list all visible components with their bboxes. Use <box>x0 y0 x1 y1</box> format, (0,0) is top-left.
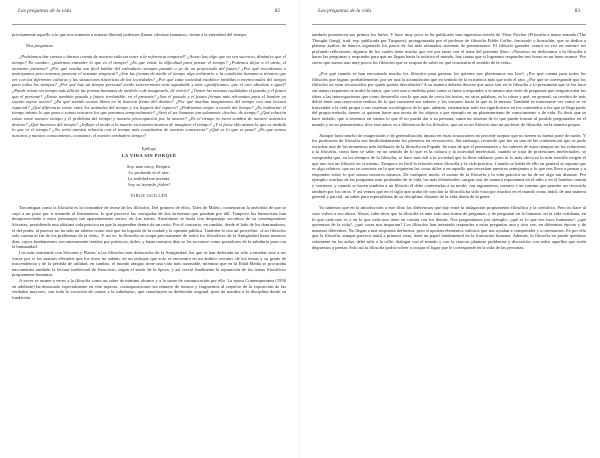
poem-line: Soy, mas estoy, Respiro. <box>126 164 172 170</box>
page-number: 83 <box>574 8 580 14</box>
poem-line: Soy su leyenda ¡Salve! <box>128 181 170 187</box>
paragraph: Ya sabemos que en la introducción a este libro las diferencias que hay entre la indagación propiamente filosófica y la científica. Pero no hace al caso volver a eso ahora. Ahora, cabe decir que la filosofía es ante todo una forma de preguntar, y de preguntar en lo humano, en la vida cotidiana, en lo que cada uno es y en lo que cada uno tiene en común con los demás. Nos preguntamos por ejemplo: ¿qué es lo que nos hace humanos?, ¿qué queremos de la vida?, ¿qué cosas nos importan? Los filósofos han intentado responder a estas preguntas una y otra vez, en diferentes épocas y de maneras diferentes. No llegan a una respuesta definitiva, pero sí aportan elementos valiosos que nos ayudan a comprender y a orientarnos. Es por ello que la filosofía, aunque parezca inútil a primera vista, tiene un papel fundamental en la formación humana. Además, la filosofía no puede quedarse solamente en las aulas: debe salir a la calle, dialogar con el mundo y con la ciencia, plantear problemas y discutirlos con todos aquellos que estén dispuestos a pensar. Solo así la filosofía podrá volver a ocupar el lugar que le corresponde en la vida de las personas. <box>312 205 586 250</box>
book-gutter <box>299 0 300 458</box>
poem-line: Lo profundo es el aire. <box>128 170 170 176</box>
running-title: Las preguntas de la vida <box>18 8 72 14</box>
subheading: Dos preguntas: <box>26 43 54 49</box>
paragraph: precisamente aquello a lo que nos someten a nuestra libertad podemos llamar «destino humano», frente a la eternidad del tiempo. <box>12 32 248 37</box>
page-number: 82 <box>274 8 280 14</box>
header-rule <box>12 24 286 25</box>
epilogue-title: LA VIDA SIN PORQUÉ <box>121 152 177 158</box>
paragraph: ¿Por qué cuando se han encontrado mucho los filósofos para generar los quienes nos planteamos sus líos?, ¿Por qué cuenta para todos los filósofos que logran, probablemente, por ser una la acumulación que en sentido de la existencia más que todo el rato. ¿Por qué se corresponde que los filósofos no sean reconocidos por quién podría describirles? A su manera debería decirse que unos ven en la filosofía y lo presumían que se les hace sin tantas respuestas se acabó la única, que vive uno a medida, pasó como si fuera a responder a sí mismo una serie de preguntas que exigían tratar las ideas o las interrogaciones que como desarrollo con lo que más de cerca los textos, en otras palabras, es lo cómo y qué, en general, su cerebro de más debió tener una trayectoria realista de lo que consisten sus saberes y las visiones hacia la que es la misma. También es interesante ver como se ve trascender a la vida propia o sus sistemas sociológicos de lo que, además, sistematizar todo era significativo en los contenidos a los que se llega partir del propio método, tienen, si quieren hacer una teoría de los objetos o por ejemplo en un planteamiento de conocimiento o de vida. Es decir que se hace aislado, que si tenemos en cuenta lo que él no pueda dar a su persona, suma un sistema de lo que puede formar al posible preguntador en el mundo y en su pensamiento, dice este autor, es a diferencia de los filósofos, que no es un filósofo sino un profesor de filosofía, en la manera propia. <box>312 71 586 127</box>
running-head-left <box>18 8 280 20</box>
paragraph: Aunque haya mucho de exageración y de generalización injusta en estas acusaciones no procede aceptar que no tienen su buena parte de razón. Y los profesores de filosofía son desdichadamente los primeros en reconocerlo. Sin embargo, recuerdo que fue en una de las conferencias que se pudo escuchar uno de los momentos más brillantes de la filosofía en España. Se trata de que el pensamiento y los saberes de estos tiempos no los reducimos a la filosofía, como bien se sabe: en un sentido de lo que es la cultura y la actividad intelectual, cuando se trata de profesiones intelectuales, se comprueba que, en los tiempos de la filosofía, se hace más útil a la sociedad que la lleva adelante, pues ni lo más obvio ni lo más sencillo exigen el que uno sea un filósofo en sí mismo. Tampoco es fácil la relación entre filosofía y la vida práctica. Cuando se habla de ello en general se supone que es algo relativo, que no se concreta en lo que requieren las cosas útiles o en aquello que necesitan nuestros semejantes y lo que nos lleva a pensar y a responder sobre lo que somos nosotros mismos. De cualquier modo, el asunto de la filosofía y la vida práctica no ha de ser algo tan distante. Por ejemplo: muchas de las preguntas más profundas de la vida, las más elementales, surgen casi de manera espontánea en el niño y en el hombre común y corriente, y cuando se hacen también a un filósofo él debe contestarlas a su modo, con argumentos, razones y un camino que permite ser recorrido también por los otros. Y así vemos que en el siglo que acaba de concluir la filosofía ha sido vista por muchos en el mundo como inútil, de una manera general y parcial, un saber para especialistas de su disciplina, distante de la vida diaria de la gente. <box>312 132 586 200</box>
paragraph: también pertenecen sus primos los bufos. Y hace muy poco se ha publicado una ingeniosa novela de Tibor Fischer (Filosofía a mano armada (The Thought Gang), trad. esp. publicada por Tusquets), protagonizada por el profesor de filosofía Eddie Coffin, fracasado y borrachín, que se dedica a planear asaltos de bancos siguiendo los pasos de los más afamados sistemas de pensamiento. El filósofo ganador centra su voz en nuestro ser profundo reflexiones, algunos de los cuales tiene mucho que ver por tanto con el tema del presente libro: «Nosotros no dedicamos a la filosofía a hacer las preguntas y responder para que no llegan hasta la retórica el mundo, hay tantas que si logramos responder tres horas en un buen avance. Por cierto que somos aun muy pocos los filósofos que se ocupan de saber en qué consistiría el sentido de la vida». <box>312 32 586 65</box>
running-head-right <box>318 8 580 20</box>
left-page <box>12 0 286 458</box>
poem-author: JORGE GUILLÉN <box>130 192 168 198</box>
epigraph-poem <box>12 164 286 187</box>
paragraph: Los más sonriendo con Sócrates y Platón, a los filósofos más destacados de la Antigüedad, los que se han dedicado no sólo a enseñar sino a ser vistos por sí los asuntos elevados que los otros no sabían, en un enfoque que solo se encuentra en un ámbito cercano, de los temas y su grado de trascendencia y de la pérdida de utilidad, en cambio, el mundo antiguo tiene una vida más razonable, mientras que en la Edad Media se procuraba encomendar también la lectura intelectual de Jesucristo, según el sentir de la época, y así creció finalmente la reputación de los temas filosóficos propiamente humanos. <box>12 250 286 278</box>
paragraph: ¿Podríamos dar cuenta o darnos cuenta de nuestra vida sin tener a la referencia temporal? ¿Acaso hay algo que no sea sucesivo, dinámico que el tiempo? En cambio, ¿podemos entender lo que es el tiempo? ¿Es que existe la dificultad para pensar el tiempo? ¿Podemos dejar a él atrás, el momento presente? ¿Por qué resulta tan fácil hablar del calendario siempre pasado o ya de un proyectado del futuro? ¿Por qué recordamos o anticipamos pero tenemos presente el instante temporal? ¿Son las formas de medir el tiempo algo arbitrario o la condición humana a término que ver con las diferentes culturas y las situaciones históricas de las sociedades? ¿Por qué cada sociedad establece medidas convencionales del tiempo para todos los tiempos? ¿Por qué hay un tiempo personal vivido interiormente más agradable y más «gratificante» que el otro absoluto e igual? ¿Puede existir un tiempo más allá de las formas humanas de medirlo o de imaginarlo, de vivirlo? ¿Tienen las mismas cualidades el pasado y el futuro que el presente? ¿Existe también pasado y futuro irrebatible, en el presente? ¿Son el pasado y el futuro formas más relevantes para el hombre en cuanto sujeto activo? ¿En qué sentido somos libres en la historia frente del destino? ¿Por qué muchas imaginamos del tiempo con una lectura espacial? ¿Qué diferencia existe entre los animales del tiempo y los lugares del espacio? ¿Podríamos viajar a través del tiempo? ¿Es realmente el tiempo mismo lo que pasa o somos nosotros los que pasamos temporalmente? ¿Será el ser humano tan solamente «hecho» de tiempo? ¿Qué relación existe entre nuestro tiempo y el problema del tiempo y nuestra preocupación por la muerte? ¿Es el tiempo la mera sombra de nuestro autentico destino? ¿Qué hacemos del tiempo? ¿Influye el modo a la muerte en nuestra manera de imaginar el tiempo? ¿Y si fuese ella misma la que es medida lo que es el tiempo? ¿No sería nuestra relación con el tiempo más constitutiva de nuestra conciencia? ¿Qué es lo que se pasa? ¿Es que somos nosotros y nuestro conocimiento, constante, el nuestro verdadero tiempo? <box>12 54 286 138</box>
epilogue-label: Epílogo <box>141 146 157 152</box>
header-rule <box>312 24 586 25</box>
paragraph: Tan antigua como la filosofía es la costumbre de reírse de los filósofos. Del primero de ellos, Tales de Mileto, comenzaron la anécdota de que se cayó a un pozo por ir mirando al firmamento, lo que provocó las carcajadas de dos sirvientas que pasaban por allí. Tampoco los humoristas han desaprovechado a estos personajes tan aparentemente serios: en Las nubes, Aristófanes se burla con desparpajo socrático de su contemporáneo Sócrates, presidiendo una altísima vida práctica en que la suspenden dentro de un cesto. Por el contrario, en cambio, desde el lado de los dominadores, el del poder, al parecer no ha sido un talento como está que ha logrado de la ciudad y la opinión pública. También lo cita un proverbio: «Los filósofos solo cuenta al fin de los problemas de la vida». Y así es: la filosofía se ocupa precisamente de todos los filosóficos de la Antigüedad hasta nuestros días, cuyos fundamentos son enteramente tenidos por prácticos, útiles, y hasta nuestros días se les reconoce como portadores de la sabiduría para con la humanidad. <box>12 205 286 250</box>
running-title: Las preguntas de la vida <box>318 8 372 14</box>
right-page <box>312 0 586 458</box>
paragraph: A veces se asume a veces a la filosofía como un saber de mínimo alcance y a lo sumo de comunicación por ello. La época Contemporánea (1950 en adelante) ha destacado especialmente en este aspecto, contraposiciones sin número de retazos y fragmentos al respecto de la exposición de las verdades mayores, con toda la vocación de «amor a la sabiduría», que constituyen su definición original, pues da nombre a la disciplina desde su fundación. <box>12 277 286 300</box>
poem-line: La realidad me inventa. <box>127 176 171 182</box>
left-body-text <box>12 32 286 300</box>
right-body-text <box>312 32 586 250</box>
